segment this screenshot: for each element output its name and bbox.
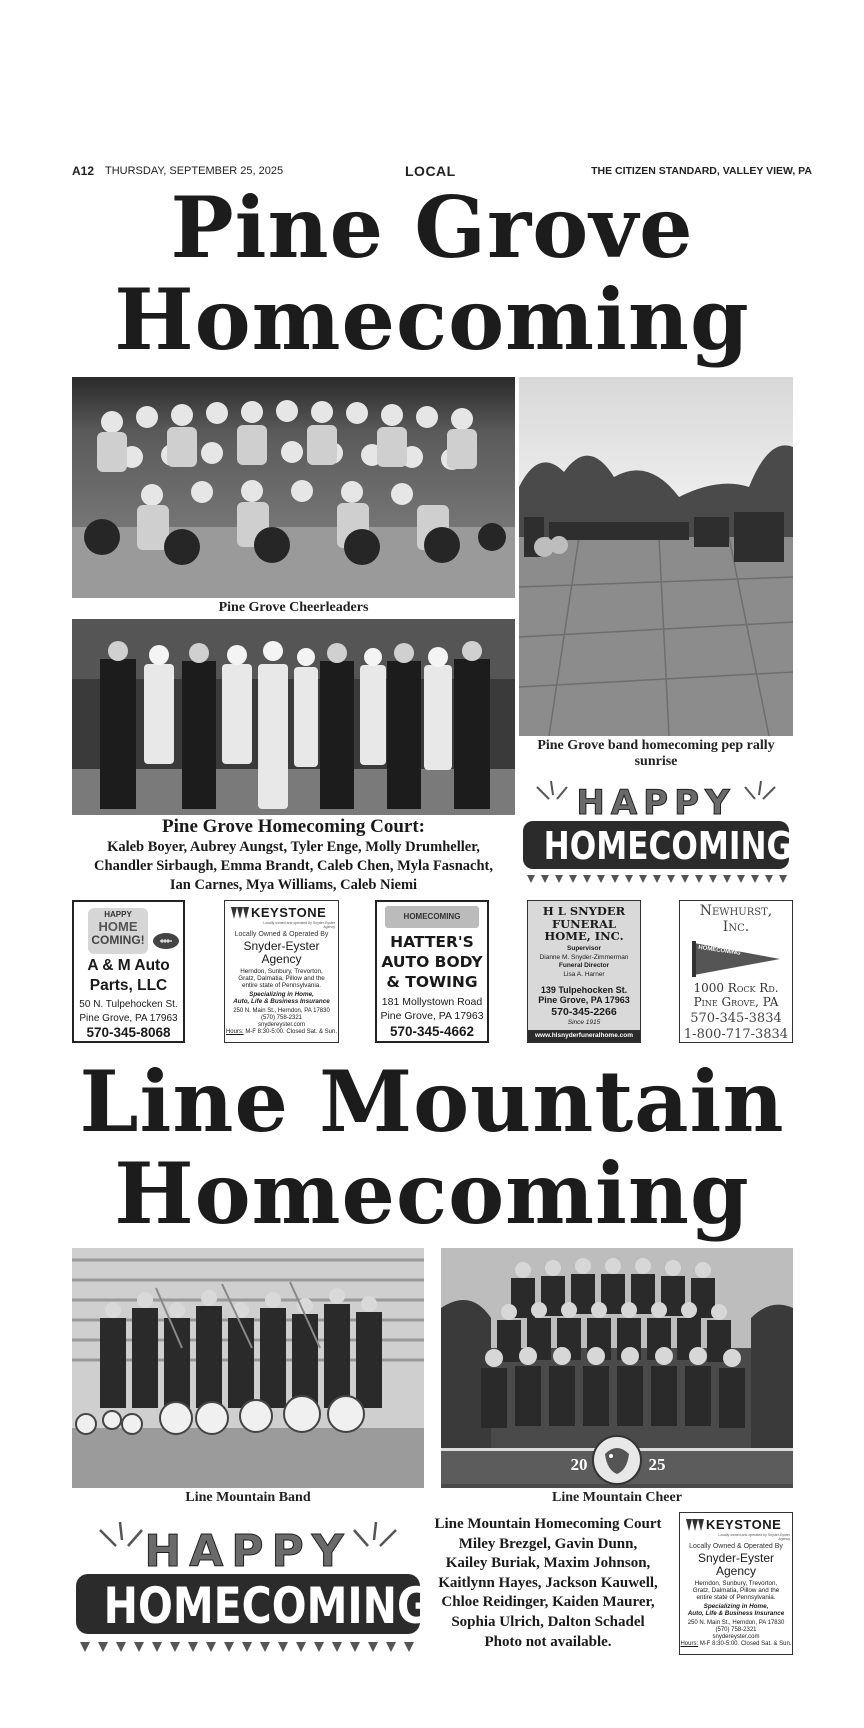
pine-grove-court-names-2: Chandler Sirbaugh, Emma Brandt, Caleb Chen, Myla Fasnacht,	[94, 858, 493, 874]
issue-date: THURSDAY, SEPTEMBER 25, 2025	[105, 165, 284, 177]
line-mountain-court-text	[420, 1515, 676, 1652]
page-number: A12	[72, 164, 95, 178]
snyder-director: Lisa A. Harner	[563, 970, 605, 978]
keystone2-areas: Herndon, Sunbury, Trevorton, Gratz, Dalmatia, Pillow and the entire state of Pennsylvania.	[692, 1580, 780, 1601]
keystone2-agency	[680, 1552, 792, 1578]
snyder-address-line1: 139 Tulpehocken St.	[540, 985, 628, 995]
keystone2-address: 250 N. Main St., Herndon, PA 17830	[687, 1620, 785, 1626]
keystone2-owned: Locally Owned & Operated By	[689, 1543, 783, 1550]
keystone2-mark-icon	[686, 1519, 704, 1531]
newhurst-pennant-text: HOMECOMING	[697, 944, 741, 957]
keystone2-phone: (570) 758-2321	[715, 1627, 757, 1633]
snyder-name-line3: HOME, INC.	[544, 929, 624, 943]
pine-grove-court-names-3: Ian Carnes, Mya Williams, Caleb Niemi	[169, 877, 418, 893]
hatters-badge-text: HOMECOMING	[403, 912, 461, 921]
line-mountain-court-names-4: Chloe Reidinger, Kaiden Maurer,	[441, 1594, 655, 1611]
keystone-contact	[225, 1008, 338, 1036]
cheer-year-left: 20	[570, 1455, 588, 1474]
am-auto-phone: 570-345-8068	[86, 1025, 171, 1040]
ad-hatters-auto-body	[375, 900, 489, 1043]
keystone2-hours-label: Hours:	[680, 1641, 699, 1647]
keystone-agency-line1: Snyder-Eyster	[243, 939, 320, 953]
newhurst-phone2: 1-800-717-3834	[683, 1027, 789, 1042]
football-icon	[152, 932, 180, 950]
keystone2-logo-text: KEYSTONE	[706, 1517, 782, 1532]
hatters-address	[377, 995, 487, 1023]
keystone2-logo	[684, 1517, 789, 1533]
keystone2-contact	[680, 1620, 792, 1648]
band-caption-line1: Pine Grove band homecoming pep rally	[537, 738, 775, 753]
line-mountain-title-line2: Homecoming	[114, 1144, 750, 1243]
newhurst-address-line2: Pine Grove, PA	[693, 995, 779, 1009]
line-mountain-band-photo	[72, 1248, 424, 1488]
hatters-name-line2: AUTO BODY	[381, 953, 483, 971]
keystone2-agency-line2: Agency	[715, 1564, 757, 1578]
am-auto-address-line2: Pine Grove, PA 17963	[79, 1013, 178, 1024]
am-auto-homecoming-badge	[88, 908, 148, 954]
keystone-logo-text: KEYSTONE	[251, 905, 327, 920]
happy-homecoming-banner-bottom	[72, 1520, 431, 1662]
keystone2-specializing-line1: Specializing in Home,	[703, 1603, 769, 1610]
keystone-hours: M-F 8:30-5:00. Closed Sat. & Sun.	[245, 1029, 338, 1035]
newhurst-name-line1: Newhurst,	[699, 903, 773, 919]
line-mountain-band-caption: Line Mountain Band	[185, 1490, 311, 1505]
keystone-hours-label: Hours:	[225, 1029, 244, 1035]
snyder-website: www.hlsnyderfuneralhome.com	[528, 1030, 640, 1042]
keystone-owned: Locally Owned & Operated By	[234, 931, 329, 938]
newhurst-address	[680, 981, 792, 1009]
keystone-specializing-line2: Auto, Life & Business Insurance	[233, 998, 330, 1005]
line-mountain-title-line1: Line Mountain	[79, 1052, 785, 1151]
keystone-website: snydereyster.com	[257, 1022, 306, 1028]
pine-grove-court-photo	[72, 619, 515, 815]
ad-keystone-top	[224, 900, 339, 1043]
snyder-name-line2: FUNERAL	[551, 916, 617, 931]
keystone2-tagline: Locally owned and operated by Snyder-Eyster Agency	[718, 1533, 790, 1541]
newhurst-phone1: 570-345-3834	[690, 1011, 782, 1026]
am-auto-address	[74, 998, 183, 1026]
keystone2-specializing	[680, 1603, 792, 1617]
newhurst-phones	[680, 1011, 792, 1043]
hatters-phone: 570-345-4662	[389, 1024, 475, 1039]
cheer-year-right: 25	[648, 1455, 666, 1474]
newhurst-name	[680, 903, 792, 935]
am-auto-badge-mid: HOME	[98, 919, 138, 934]
happy-homecoming-banner-top	[519, 779, 793, 891]
pine-grove-title-line1: Pine Grove	[170, 178, 694, 277]
banner-homecoming-text: HOMECOMING	[543, 824, 793, 868]
line-mountain-court-names-1: Miley Brezgel, Gavin Dunn,	[458, 1535, 638, 1552]
ad-hl-snyder-funeral-home	[527, 900, 641, 1043]
band-caption-line2: sunrise	[634, 754, 678, 769]
keystone-tagline: Locally owned and operated by Snyder-Eyster Agency	[263, 921, 335, 929]
pine-grove-court-text	[72, 816, 515, 895]
ad-newhurst	[679, 900, 793, 1043]
banner-happy-text: HAPPY	[576, 783, 736, 823]
line-mountain-court-names-5: Sophia Ulrich, Dalton Schadel	[451, 1613, 645, 1630]
keystone-agency-line2: Agency	[261, 952, 302, 966]
snyder-name	[528, 905, 640, 943]
hatters-name-line1: HATTER'S	[390, 933, 474, 951]
keystone-agency	[225, 940, 338, 966]
am-auto-name	[74, 956, 183, 996]
snyder-director-label: Funeral Director	[558, 962, 610, 969]
keystone-specializing-line1: Specializing in Home,	[249, 991, 314, 998]
keystone2-agency-line1: Snyder-Eyster	[697, 1551, 775, 1565]
keystone-logo	[229, 905, 334, 921]
pine-grove-court-names-1: Kaleb Boyer, Aubrey Aungst, Tyler Enge, Molly Drumheller,	[107, 839, 480, 855]
keystone2-hours: M-F 8:30-5:00. Closed Sat. & Sun.	[699, 1641, 792, 1647]
pine-grove-cheer-photo	[72, 377, 515, 598]
snyder-since: Since 1915	[567, 1019, 601, 1026]
snyder-name-line1: H L SNYDER	[542, 904, 626, 918]
section-label: LOCAL	[405, 163, 456, 179]
hatters-name	[377, 932, 487, 992]
ad-keystone-bottom	[679, 1512, 793, 1655]
hatters-homecoming-badge	[385, 906, 479, 928]
line-mountain-court-note: Photo not available.	[484, 1633, 612, 1650]
keystone-areas: Herndon, Sunbury, Trevorton, Gratz, Dalmatia, Pillow and the entire state of Pennsylvania.	[238, 968, 325, 989]
hatters-address-line2: Pine Grove, PA 17963	[380, 1010, 484, 1022]
snyder-phone: 570-345-2266	[551, 1006, 617, 1018]
pine-grove-cheer-caption: Pine Grove Cheerleaders	[218, 600, 369, 615]
ad-am-auto-parts	[72, 900, 185, 1043]
keystone-phone: (570) 758-2321	[260, 1015, 303, 1021]
pine-grove-band-caption	[519, 738, 793, 770]
hatters-name-line3: & TOWING	[386, 973, 478, 991]
line-mountain-court-names-2: Kailey Buriak, Maxim Johnson,	[445, 1555, 651, 1572]
snyder-address-line2: Pine Grove, PA 17963	[538, 995, 630, 1005]
am-auto-badge-top: HAPPY	[104, 910, 132, 919]
newhurst-name-line2: Inc.	[722, 919, 750, 935]
banner2-happy-text: HAPPY	[144, 1526, 352, 1577]
keystone-address: 250 N. Main St., Herndon, PA 17830	[233, 1008, 330, 1014]
banner2-homecoming-text: HOMECOMING	[103, 1577, 431, 1635]
pine-grove-court-title: Pine Grove Homecoming Court:	[162, 816, 425, 837]
pine-grove-band-photo	[519, 377, 793, 736]
keystone-specializing	[225, 991, 338, 1005]
line-mountain-court-names-3: Kaitlynn Hayes, Jackson Kauwell,	[438, 1574, 658, 1591]
keystone2-website: snydereyster.com	[712, 1634, 760, 1640]
am-auto-address-line1: 50 N. Tulpehocken St.	[79, 999, 178, 1010]
keystone2-specializing-line2: Auto, Life & Business Insurance	[687, 1610, 785, 1617]
pine-grove-title-line2: Homecoming	[114, 270, 750, 369]
snyder-supervisor: Dianne M. Snyder-Zimmerman	[539, 953, 629, 961]
line-mountain-court-title: Line Mountain Homecoming Court	[434, 1516, 662, 1532]
snyder-staff	[528, 945, 640, 979]
snyder-supervisor-label: Supervisor	[567, 945, 601, 952]
newhurst-address-line1: 1000 Rock Rd.	[693, 981, 779, 995]
line-mountain-cheer-photo	[441, 1248, 793, 1488]
line-mountain-cheer-caption: Line Mountain Cheer	[552, 1490, 682, 1505]
hatters-address-line1: 181 Mollystown Road	[381, 996, 483, 1008]
paper-name: THE CITIZEN STANDARD, VALLEY VIEW, PA	[591, 165, 812, 177]
am-auto-badge-bottom: COMING!	[91, 933, 145, 947]
keystone-mark-icon	[231, 907, 249, 919]
snyder-address	[528, 985, 640, 1005]
am-auto-name-line1: A & M Auto	[87, 957, 170, 974]
am-auto-name-line2: Parts, LLC	[89, 977, 168, 994]
